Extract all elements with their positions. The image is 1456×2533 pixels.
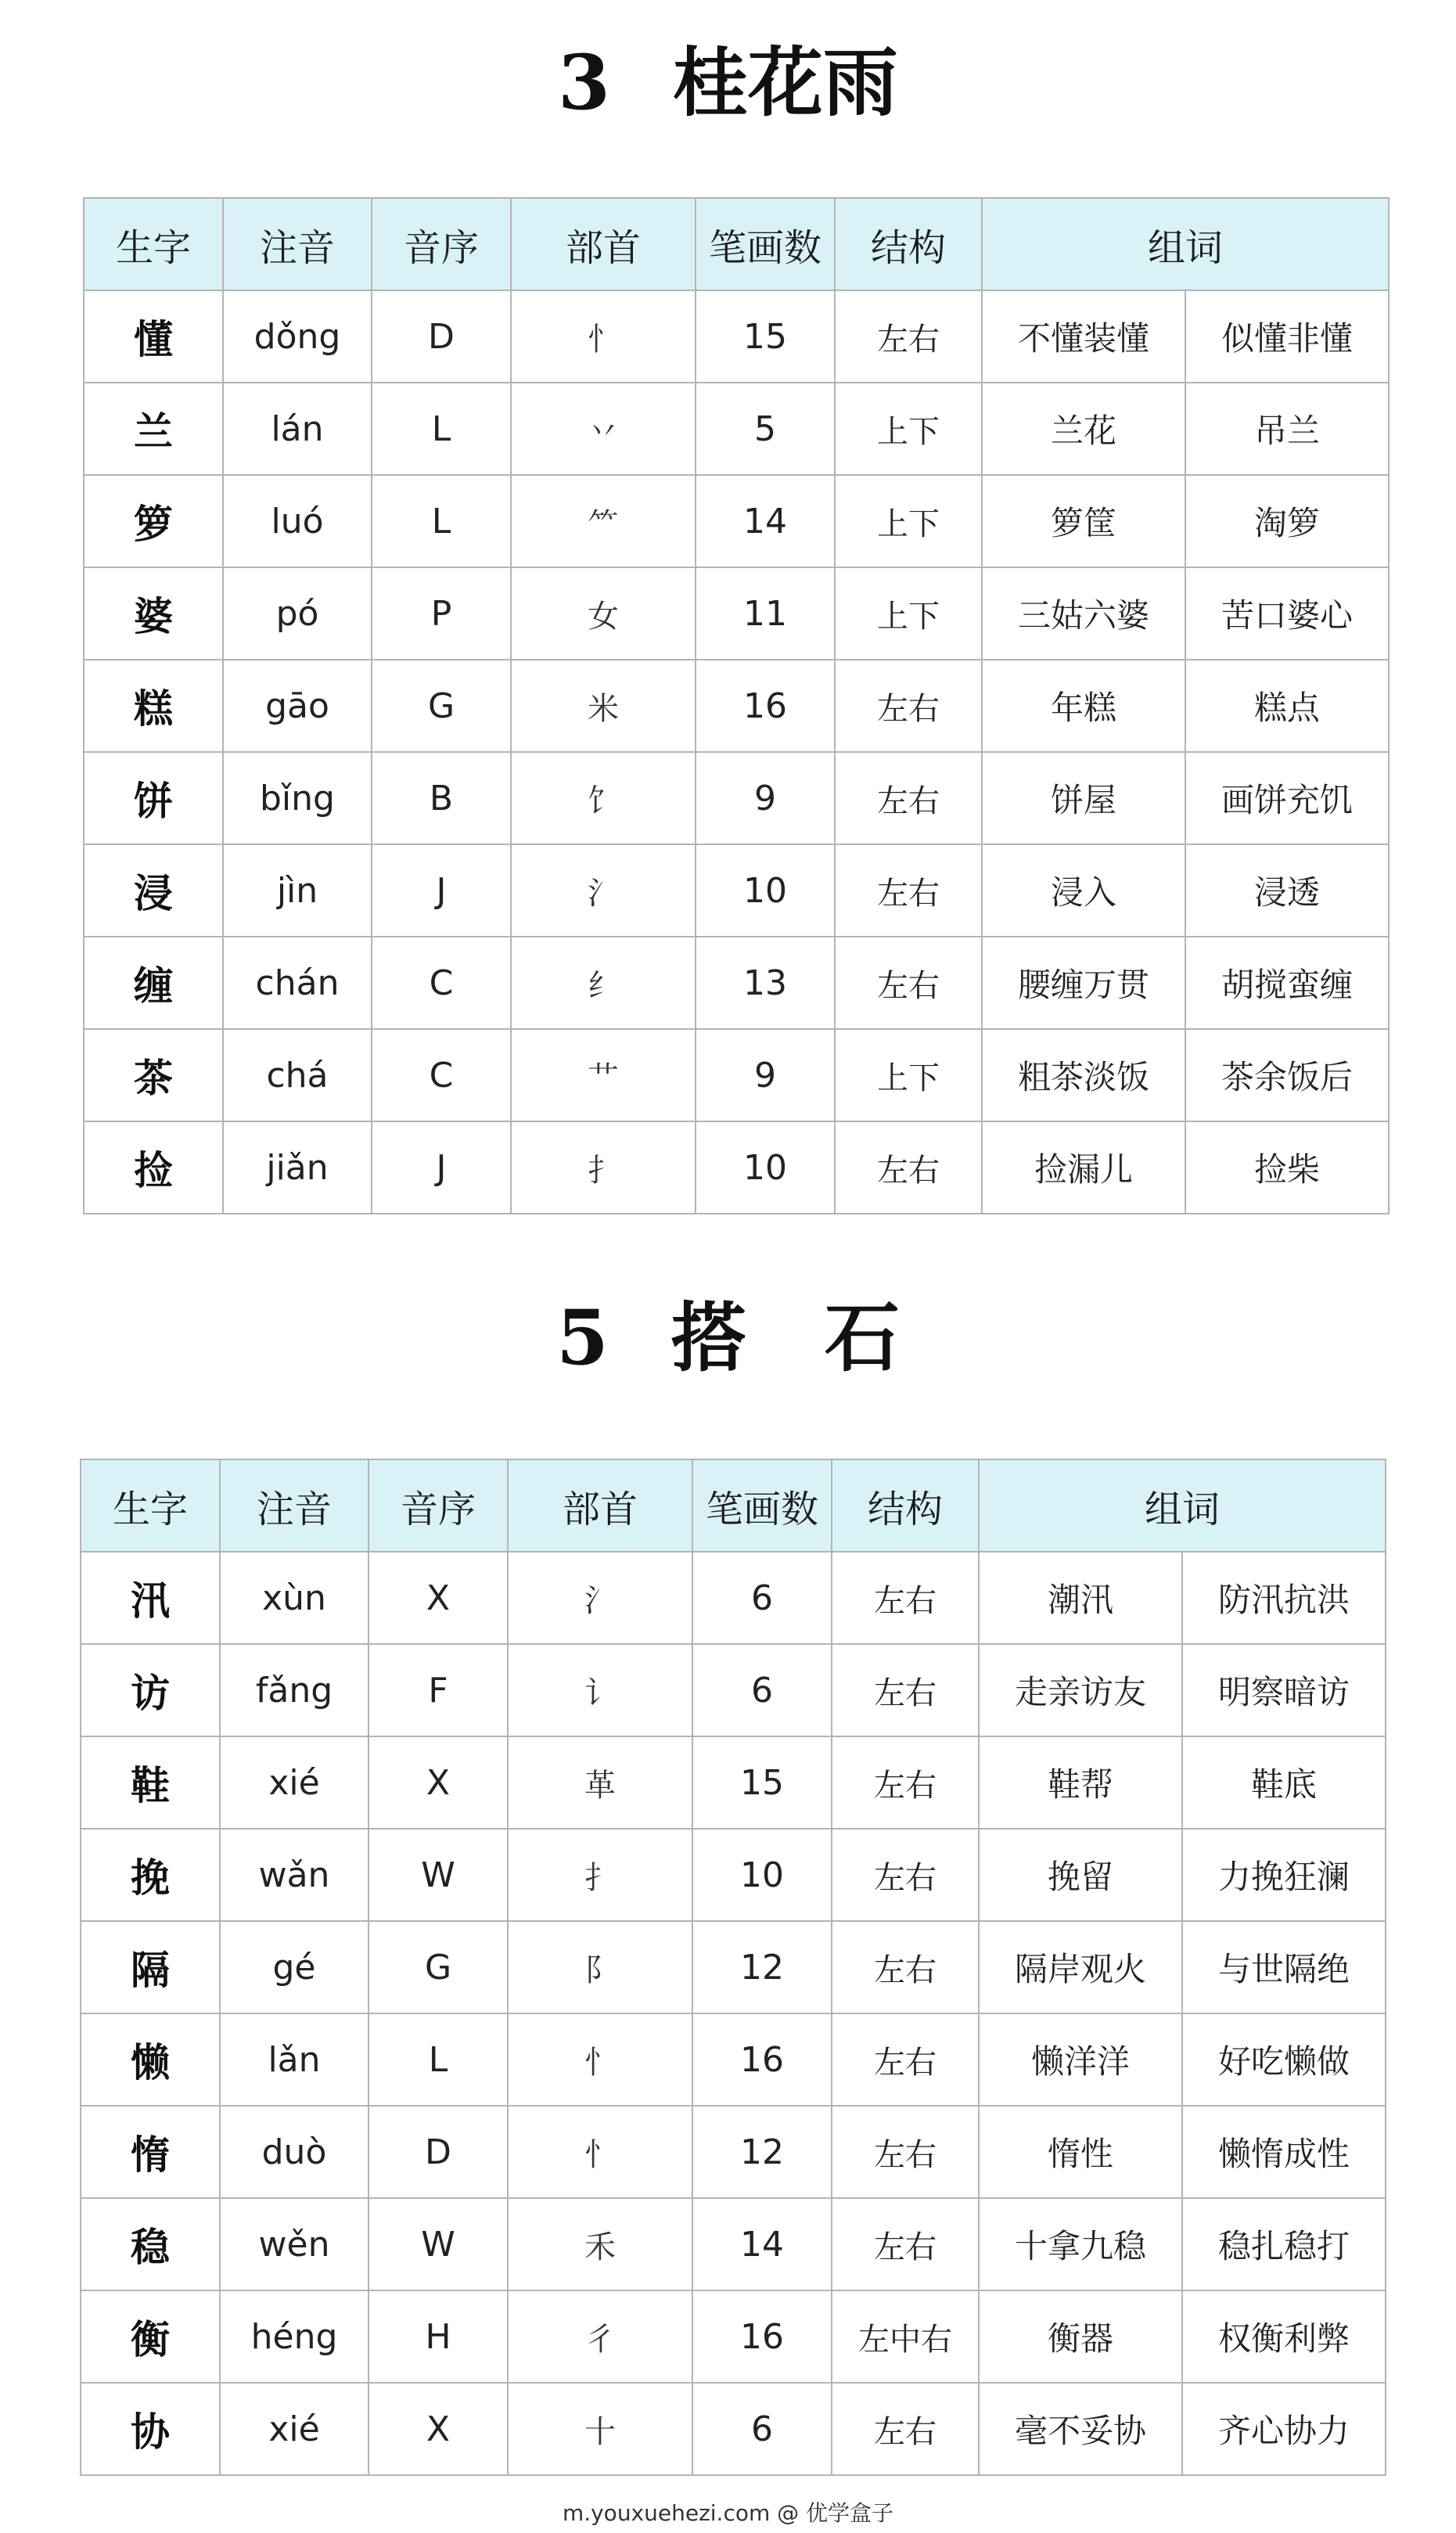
word-cell: 稳扎稳打 — [1182, 2198, 1386, 2290]
radical-cell: 扌 — [511, 1121, 696, 1214]
radical-cell: 米 — [511, 660, 696, 752]
table-row — [81, 1644, 1386, 1736]
stroke-count-cell: 16 — [696, 660, 835, 752]
radical-cell: 忄 — [508, 2106, 692, 2198]
stroke-count-cell: 9 — [696, 752, 835, 844]
stroke-count-cell: 12 — [692, 1921, 832, 2013]
pinyin-cell: fǎng — [220, 1644, 368, 1736]
pinyin-cell: xié — [220, 2383, 368, 2475]
stroke-count-cell: 6 — [692, 1552, 832, 1644]
character-cell: 访 — [81, 1644, 220, 1736]
pinyin-cell: lán — [223, 383, 372, 475]
table-row — [81, 2198, 1386, 2290]
header-order: 音序 — [368, 1459, 508, 1552]
word-cell: 糕点 — [1185, 660, 1389, 752]
stroke-count-cell: 16 — [692, 2290, 832, 2383]
pinyin-cell: gé — [220, 1921, 368, 2013]
stroke-count-cell: 13 — [696, 937, 835, 1029]
header-strokes: 笔画数 — [692, 1459, 832, 1552]
word-cell: 防汛抗洪 — [1182, 1552, 1386, 1644]
pinyin-cell: chá — [223, 1029, 372, 1121]
table-row — [81, 2013, 1386, 2106]
character-cell: 捡 — [84, 1121, 223, 1214]
character-cell: 懒 — [81, 2013, 220, 2106]
header-structure: 结构 — [835, 198, 982, 290]
order-letter-cell: W — [368, 2198, 508, 2290]
word-cell: 隔岸观火 — [979, 1921, 1182, 2013]
table-row — [84, 1121, 1389, 1214]
word-cell: 鞋帮 — [979, 1736, 1182, 1829]
header-radical: 部首 — [511, 198, 696, 290]
radical-cell: 饣 — [511, 752, 696, 844]
header-structure: 结构 — [832, 1459, 979, 1552]
word-cell: 三姑六婆 — [982, 567, 1185, 660]
order-letter-cell: X — [368, 2383, 508, 2475]
radical-cell: 阝 — [508, 1921, 692, 2013]
structure-cell: 左中右 — [832, 2290, 979, 2383]
radical-cell: 丷 — [511, 383, 696, 475]
word-cell: 潮汛 — [979, 1552, 1182, 1644]
radical-cell: ⺮ — [511, 475, 696, 567]
pinyin-cell: xùn — [220, 1552, 368, 1644]
pinyin-cell: bǐng — [223, 752, 372, 844]
order-letter-cell: C — [372, 937, 511, 1029]
stroke-count-cell: 6 — [692, 2383, 832, 2475]
word-cell: 衡器 — [979, 2290, 1182, 2383]
stroke-count-cell: 14 — [696, 475, 835, 567]
word-cell: 吊兰 — [1185, 383, 1389, 475]
structure-cell: 左右 — [835, 660, 982, 752]
table-row — [81, 1829, 1386, 1921]
table-row — [81, 2383, 1386, 2475]
character-cell: 衡 — [81, 2290, 220, 2383]
radical-cell: 讠 — [508, 1644, 692, 1736]
radical-cell: 禾 — [508, 2198, 692, 2290]
order-letter-cell: X — [368, 1736, 508, 1829]
order-letter-cell: H — [368, 2290, 508, 2383]
header-char: 生字 — [81, 1459, 220, 1552]
order-letter-cell: G — [368, 1921, 508, 2013]
radical-cell: 忄 — [508, 2013, 692, 2106]
order-letter-cell: J — [372, 1121, 511, 1214]
pinyin-cell: duò — [220, 2106, 368, 2198]
structure-cell: 左右 — [832, 2198, 979, 2290]
character-cell: 缠 — [84, 937, 223, 1029]
character-cell: 饼 — [84, 752, 223, 844]
word-cell: 懒洋洋 — [979, 2013, 1182, 2106]
word-cell: 权衡利弊 — [1182, 2290, 1386, 2383]
footer-source: m.youxuehezi.com @ 优学盒子 — [562, 2500, 894, 2526]
order-letter-cell: B — [372, 752, 511, 844]
structure-cell: 左右 — [835, 1121, 982, 1214]
header-pinyin: 注音 — [220, 1459, 368, 1552]
word-cell: 腰缠万贯 — [982, 937, 1185, 1029]
character-cell: 糕 — [84, 660, 223, 752]
stroke-count-cell: 12 — [692, 2106, 832, 2198]
order-letter-cell: L — [372, 383, 511, 475]
header-order: 音序 — [372, 198, 511, 290]
pinyin-cell: jìn — [223, 844, 372, 937]
pinyin-cell: héng — [220, 2290, 368, 2383]
character-cell: 协 — [81, 2383, 220, 2475]
word-cell: 苦口婆心 — [1185, 567, 1389, 660]
pinyin-cell: xié — [220, 1736, 368, 1829]
lesson-title: 桂花雨 — [672, 38, 898, 127]
structure-cell: 上下 — [835, 475, 982, 567]
structure-cell: 左右 — [832, 1552, 979, 1644]
stroke-count-cell: 5 — [696, 383, 835, 475]
structure-cell: 左右 — [835, 752, 982, 844]
table-row — [84, 937, 1389, 1029]
header-words: 组词 — [982, 198, 1389, 290]
table-row — [84, 475, 1389, 567]
table-row — [84, 567, 1389, 660]
word-cell: 明察暗访 — [1182, 1644, 1386, 1736]
stroke-count-cell: 16 — [692, 2013, 832, 2106]
word-cell: 兰花 — [982, 383, 1185, 475]
word-cell: 毫不妥协 — [979, 2383, 1182, 2475]
character-cell: 汛 — [81, 1552, 220, 1644]
order-letter-cell: G — [372, 660, 511, 752]
word-cell: 挽留 — [979, 1829, 1182, 1921]
table-row — [84, 660, 1389, 752]
radical-cell: 纟 — [511, 937, 696, 1029]
table-row — [84, 383, 1389, 475]
character-cell: 稳 — [81, 2198, 220, 2290]
section-title-1 — [0, 36, 1456, 130]
pinyin-cell: wěn — [220, 2198, 368, 2290]
order-letter-cell: J — [372, 844, 511, 937]
radical-cell: 彳 — [508, 2290, 692, 2383]
table-row — [84, 752, 1389, 844]
structure-cell: 左右 — [832, 1644, 979, 1736]
radical-cell: 十 — [508, 2383, 692, 2475]
structure-cell: 左右 — [835, 937, 982, 1029]
pinyin-cell: wǎn — [220, 1829, 368, 1921]
character-cell: 兰 — [84, 383, 223, 475]
pinyin-cell: lǎn — [220, 2013, 368, 2106]
pinyin-cell: gāo — [223, 660, 372, 752]
radical-cell: 革 — [508, 1736, 692, 1829]
radical-cell: 艹 — [511, 1029, 696, 1121]
word-cell: 饼屋 — [982, 752, 1185, 844]
structure-cell: 上下 — [835, 567, 982, 660]
lesson-number: 3 — [558, 38, 610, 127]
character-cell: 茶 — [84, 1029, 223, 1121]
structure-cell: 上下 — [835, 383, 982, 475]
word-cell: 不懂装懂 — [982, 290, 1185, 383]
table-row — [84, 844, 1389, 937]
word-cell: 走亲访友 — [979, 1644, 1182, 1736]
character-table-2 — [80, 1459, 1386, 2476]
structure-cell: 左右 — [835, 844, 982, 937]
character-table-1 — [83, 197, 1389, 1214]
order-letter-cell: L — [368, 2013, 508, 2106]
pinyin-cell: chán — [223, 937, 372, 1029]
word-cell: 与世隔绝 — [1182, 1921, 1386, 2013]
table-row — [81, 2106, 1386, 2198]
character-cell: 懂 — [84, 290, 223, 383]
word-cell: 浸透 — [1185, 844, 1389, 937]
word-cell: 画饼充饥 — [1185, 752, 1389, 844]
structure-cell: 左右 — [835, 290, 982, 383]
word-cell: 鞋底 — [1182, 1736, 1386, 1829]
stroke-count-cell: 11 — [696, 567, 835, 660]
character-cell: 鞋 — [81, 1736, 220, 1829]
table-header-row — [84, 198, 1389, 290]
order-letter-cell: L — [372, 475, 511, 567]
word-cell: 胡搅蛮缠 — [1185, 937, 1389, 1029]
word-cell: 懒惰成性 — [1182, 2106, 1386, 2198]
table-row — [81, 2290, 1386, 2383]
character-cell: 浸 — [84, 844, 223, 937]
header-strokes: 笔画数 — [696, 198, 835, 290]
character-cell: 挽 — [81, 1829, 220, 1921]
stroke-count-cell: 10 — [692, 1829, 832, 1921]
pinyin-cell: pó — [223, 567, 372, 660]
order-letter-cell: P — [372, 567, 511, 660]
table-row — [81, 1921, 1386, 2013]
word-cell: 惰性 — [979, 2106, 1182, 2198]
table-row — [84, 290, 1389, 383]
structure-cell: 左右 — [832, 1736, 979, 1829]
stroke-count-cell: 14 — [692, 2198, 832, 2290]
word-cell: 粗茶淡饭 — [982, 1029, 1185, 1121]
structure-cell: 左右 — [832, 2383, 979, 2475]
pinyin-cell: dǒng — [223, 290, 372, 383]
structure-cell: 左右 — [832, 1829, 979, 1921]
order-letter-cell: C — [372, 1029, 511, 1121]
table-row — [81, 1736, 1386, 1829]
character-cell: 婆 — [84, 567, 223, 660]
header-words: 组词 — [979, 1459, 1386, 1552]
header-radical: 部首 — [508, 1459, 692, 1552]
word-cell: 力挽狂澜 — [1182, 1829, 1386, 1921]
stroke-count-cell: 10 — [696, 1121, 835, 1214]
word-cell: 年糕 — [982, 660, 1185, 752]
stroke-count-cell: 15 — [692, 1736, 832, 1829]
radical-cell: 氵 — [508, 1552, 692, 1644]
header-char: 生字 — [84, 198, 223, 290]
table-row — [81, 1552, 1386, 1644]
word-cell: 好吃懒做 — [1182, 2013, 1386, 2106]
stroke-count-cell: 9 — [696, 1029, 835, 1121]
word-cell: 浸入 — [982, 844, 1185, 937]
table-row — [84, 1029, 1389, 1121]
lesson-number: 5 — [556, 1293, 609, 1382]
character-cell: 隔 — [81, 1921, 220, 2013]
radical-cell: 扌 — [508, 1829, 692, 1921]
word-cell: 捡柴 — [1185, 1121, 1389, 1214]
word-cell: 淘箩 — [1185, 475, 1389, 567]
structure-cell: 左右 — [832, 1921, 979, 2013]
pinyin-cell: luó — [223, 475, 372, 567]
header-pinyin: 注音 — [223, 198, 372, 290]
word-cell: 十拿九稳 — [979, 2198, 1182, 2290]
structure-cell: 上下 — [835, 1029, 982, 1121]
character-cell: 惰 — [81, 2106, 220, 2198]
stroke-count-cell: 15 — [696, 290, 835, 383]
word-cell: 似懂非懂 — [1185, 290, 1389, 383]
radical-cell: 女 — [511, 567, 696, 660]
lesson-title: 搭石 — [670, 1293, 978, 1382]
order-letter-cell: F — [368, 1644, 508, 1736]
structure-cell: 左右 — [832, 2013, 979, 2106]
order-letter-cell: D — [368, 2106, 508, 2198]
stroke-count-cell: 10 — [696, 844, 835, 937]
stroke-count-cell: 6 — [692, 1644, 832, 1736]
word-cell: 箩筐 — [982, 475, 1185, 567]
word-cell: 茶余饭后 — [1185, 1029, 1389, 1121]
radical-cell: 氵 — [511, 844, 696, 937]
order-letter-cell: D — [372, 290, 511, 383]
table-header-row — [81, 1459, 1386, 1552]
order-letter-cell: W — [368, 1829, 508, 1921]
character-cell: 箩 — [84, 475, 223, 567]
section-title-2 — [0, 1291, 1456, 1385]
structure-cell: 左右 — [832, 2106, 979, 2198]
word-cell: 捡漏儿 — [982, 1121, 1185, 1214]
radical-cell: 忄 — [511, 290, 696, 383]
word-cell: 齐心协力 — [1182, 2383, 1386, 2475]
pinyin-cell: jiǎn — [223, 1121, 372, 1214]
order-letter-cell: X — [368, 1552, 508, 1644]
